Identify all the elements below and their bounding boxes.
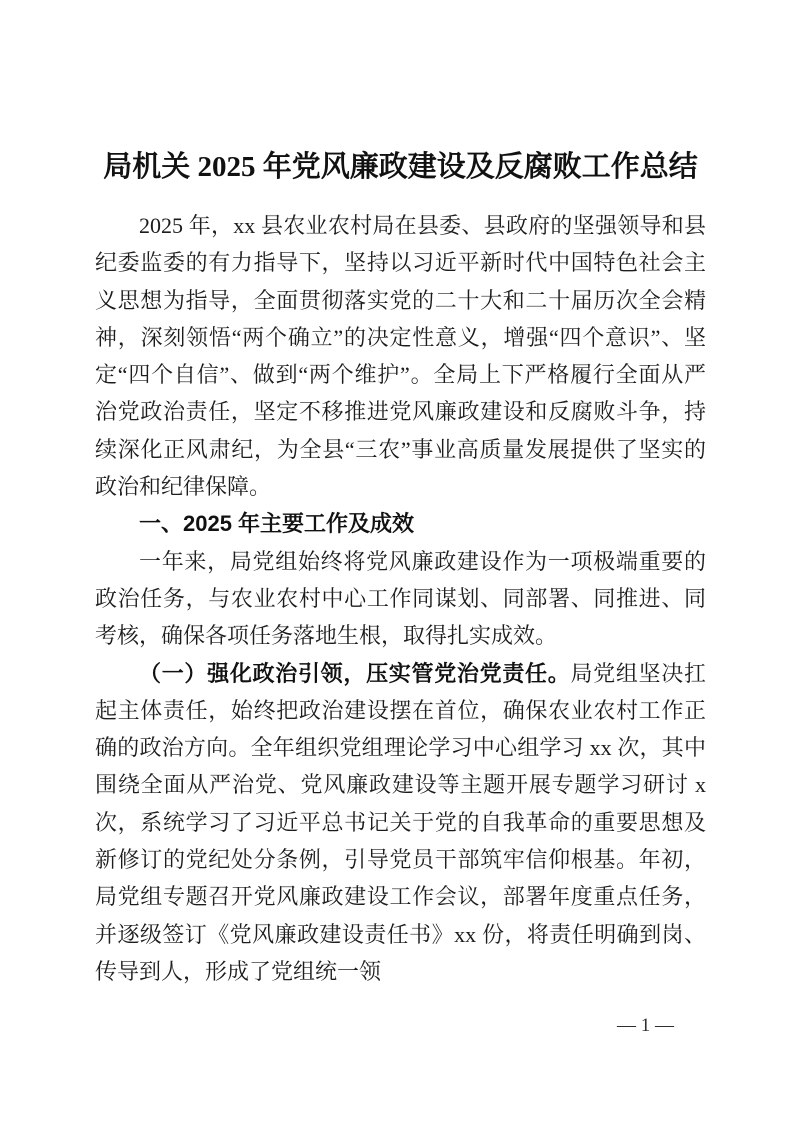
section-1-overview-paragraph: 一年来，局党组始终将党风廉政建设作为一项极端重要的政治任务，与农业农村中心工作同谋划、同部署、同推进、同考核，确保各项任务落地生根，取得扎实成效。 bbox=[95, 548, 706, 649]
document-content bbox=[95, 141, 706, 990]
document-title: 局机关 2025 年党风廉政建设及反腐败工作总结 bbox=[103, 151, 698, 183]
intro-paragraph: 2025 年，xx 县农业农村局在县委、县政府的坚强领导和县纪委监委的有力指导下，坚持以习近平新时代中国特色社会主义思想为指导，全面贯彻落实党的二十大和二十届历次全会精神，深刻领悟“两个确立”的决定性意义，增强“四个意识”、坚定“四个自信”、做到“两个维护”。全局上下严格履行全面从严治党政治责任，坚定不移推进党风廉政建设和反腐败斗争，持续深化正风肃纪，为全县“三农”事业高质量发展提供了坚实的政治和纪律保障。 bbox=[95, 213, 707, 500]
subsection-1-lead: （一）强化政治引领，压实管党治党责任。 bbox=[139, 660, 571, 686]
subsection-1-body: 局党组坚决扛起主体责任，始终把政治建设摆在首位，确保农业农村工作正确的政治方向。全年组织党组理论学习中心组学习 xx 次，其中围绕全面从严治党、党风廉政建设等主题开展专题学习研讨 x 次，系统学习了习近平总书记关于党的自我革命的重要思想及新修订的党纪处分条例，引导党员干部筑牢信仰根基。年初，局党组专题召开党风廉政建设工作会议，部署年度重点任务，并逐级签订《党风廉政建设责任书》xx 份，将责任明确到岗、传导到人，形成了党组统一领 bbox=[95, 660, 706, 984]
subsection-1-paragraph bbox=[95, 655, 706, 991]
section-1-heading: 一、2025 年主要工作及成效 bbox=[139, 511, 415, 537]
page-number: — 1 — bbox=[617, 1015, 674, 1036]
